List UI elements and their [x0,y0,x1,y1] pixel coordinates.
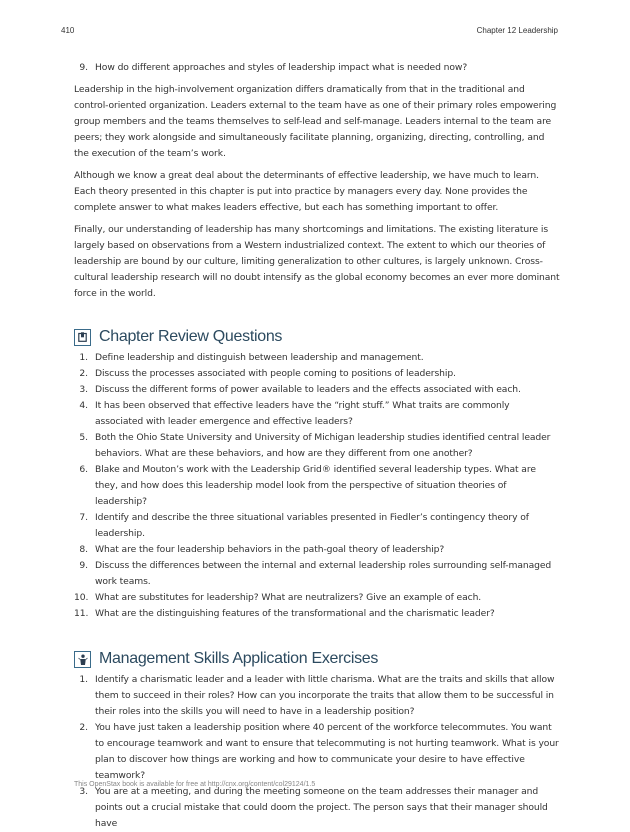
item-number: 2. [79,722,88,733]
list-item [74,382,560,398]
item-number: 5. [79,432,88,443]
item-number: 2. [79,368,88,379]
item-number: 7. [79,512,88,523]
item-number: 1. [79,674,88,685]
item-text: What are substitutes for leadership? What are neutralizers? Give an example of each. [95,592,482,603]
page-footer: This OpenStax book is available for free at http://cnx.org/content/col29124/1.5 [74,781,316,788]
item-text: Discuss the different forms of power available to leaders and the effects associated with each. [95,384,521,395]
item-text: You are at a meeting, and during the meeting someone on the team addresses their manager and points out a crucial mistake that could doom the project. The person says that their manager should have [95,786,548,829]
person-speaking-icon [74,651,91,668]
paragraph: Although we know a great deal about the determinants of effective leadership, we have much to learn. Each theory presented in this chapter is put into practice by managers every day. None provides the complete answer to what makes leaders effective, but each has something important to offer. [74,170,539,213]
item-number: 11. [74,608,89,619]
item-text: Discuss the differences between the internal and external leadership roles surrounding self-managed work teams. [95,560,552,587]
list-item [74,784,560,832]
list-item [74,720,560,784]
item-number: 3. [79,786,88,797]
item-text: What are the four leadership behaviors in the path-goal theory of leadership? [95,544,445,555]
item-number: 4. [79,400,88,411]
review-book-icon [74,329,91,346]
page-content [74,60,560,832]
exercises-section-heading [74,648,560,670]
item-number: 3. [79,384,88,395]
item-number: 9. [79,62,88,73]
item-number: 6. [79,464,88,475]
item-text: Blake and Mouton’s work with the Leadership Grid® identified several leadership types. What are they, and how does this leadership model look from the perspective of situation theories of leadership? [95,464,536,507]
item-number: 1. [79,352,88,363]
item-text: Define leadership and distinguish between leadership and management. [95,352,424,363]
list-item [74,462,560,510]
paragraph: Leadership in the high-involvement organization differs dramatically from that in the traditional and control-oriented organization. Leaders external to the team have as one of their primary roles empowering group members and the teams themselves to self-lead and self-manage. Leaders internal to the team are peers; they work alongside and simultaneously facilitate planning, organizing, directing, controlling, and the execution of the team’s work. [74,84,557,159]
item-text: You have just taken a leadership position where 40 percent of the workforce telecommutes. You want to encourage teamwork and want to ensure that telecommuting is not hurting teamwork. What is your plan to discover how things are working and how to communicate your desire to have effective teamwork? [95,722,559,781]
exercises-list [74,672,560,832]
paragraph: Finally, our understanding of leadership has many shortcomings and limitations. The existing literature is largely based on observations from a Western industrialized context. The extent to which our theories of leadership are bound by our culture, limiting generalization to other cultures, is largely unknown. Cross-cultural leadership research will no doubt intensify as the global economy becomes an ever more dominant force in the world. [74,224,560,299]
item-number: 8. [79,544,88,555]
list-item [74,398,560,430]
list-item [74,430,560,462]
continued-question-list [74,60,560,76]
list-item [74,672,560,720]
list-item [74,350,560,366]
item-text: Both the Ohio State University and University of Michigan leadership studies identified central leader behaviors. What are these behaviors, and how are they different from one another? [95,432,551,459]
section-title: Management Skills Application Exercises [99,650,379,667]
list-item [74,366,560,382]
review-section-heading [74,326,560,348]
list-item [74,542,560,558]
item-number: 10. [74,592,89,603]
item-number: 9. [79,560,88,571]
list-item [74,606,560,622]
list-item [74,590,560,606]
chapter-title: Chapter 12 Leadership [476,26,558,35]
item-text: Discuss the processes associated with people coming to positions of leadership. [95,368,456,379]
item-text: How do different approaches and styles of leadership impact what is needed now? [95,62,468,73]
list-item [74,558,560,590]
list-item [74,60,560,76]
review-questions-list [74,350,560,622]
page-number: 410 [61,26,75,35]
item-text: Identify and describe the three situational variables presented in Fiedler’s contingency theory of leadership. [95,512,529,539]
list-item [74,510,560,542]
section-title: Chapter Review Questions [99,328,283,345]
item-text: What are the distinguishing features of the transformational and the charismatic leader? [95,608,495,619]
item-text: Identify a charismatic leader and a leader with little charisma. What are the traits and skills that allow them to succeed in their roles? How can you incorporate the traits that allow them to be successful in their roles into the skills you will need to have in a leadership position? [95,674,555,717]
item-text: It has been observed that effective leaders have the “right stuff.” What traits are commonly associated with leader emergence and effective leaders? [95,400,510,427]
